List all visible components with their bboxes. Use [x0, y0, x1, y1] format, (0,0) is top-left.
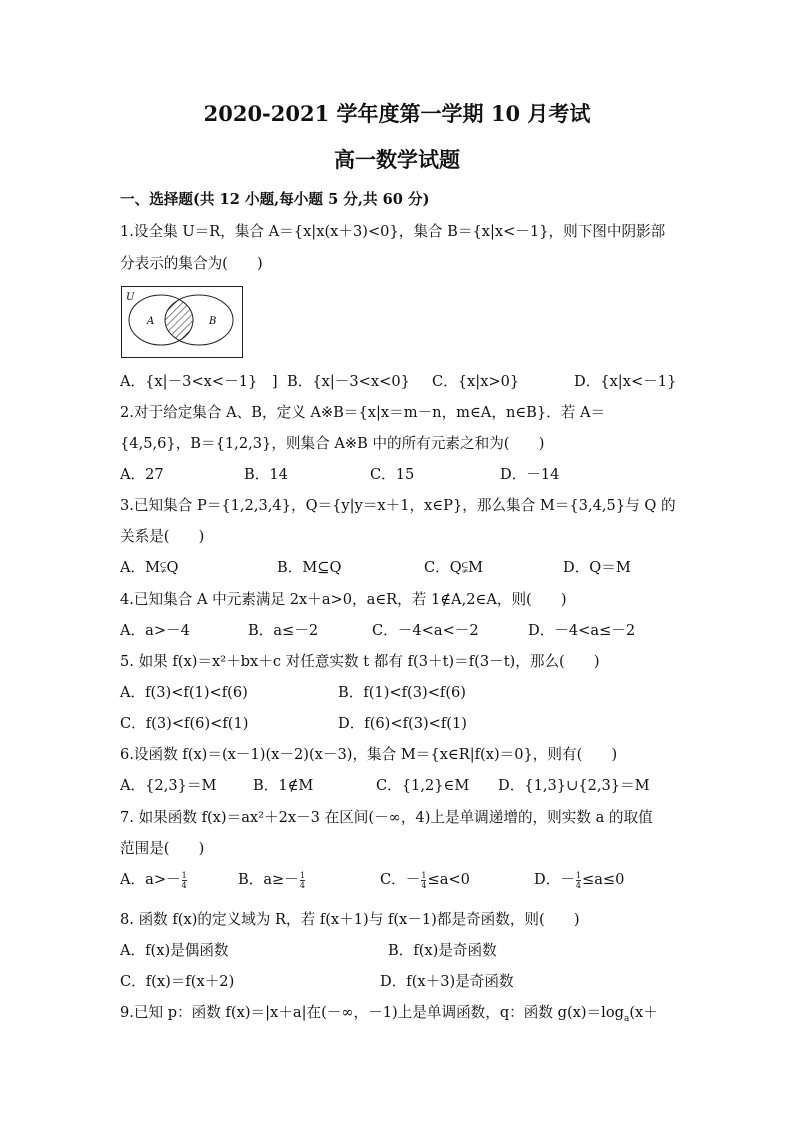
- q7-stem-line2: 范围是( ): [120, 840, 205, 857]
- option-letter: B．: [238, 871, 264, 888]
- q3-option-a: A．M⫋Q: [120, 559, 179, 576]
- option-letter: D．: [534, 871, 561, 888]
- page-title: 2020-2021 学年度第一学期 10 月考试: [203, 101, 591, 126]
- q2-option-b: B．14: [244, 466, 288, 483]
- option-letter: A．: [120, 871, 146, 888]
- q2-option-c: C．15: [370, 466, 415, 483]
- option-prefix: －: [560, 871, 575, 888]
- q6-option-b: B．1∉M: [253, 777, 314, 794]
- fraction: [182, 871, 187, 890]
- fraction-denominator: 4: [421, 880, 427, 890]
- q8-option-c: C．f(x)＝f(x＋2): [120, 973, 235, 990]
- fraction-denominator: 4: [575, 880, 581, 890]
- fraction-numerator: 1: [421, 870, 427, 880]
- q2-option-a: A．27: [120, 466, 164, 483]
- q2-stem-line1: 2.对于给定集合 A、B，定义 A※B＝{x|x＝m－n，m∈A，n∈B}．若 A＝: [120, 404, 606, 421]
- q9-stem-line1: [120, 1003, 658, 1029]
- q6-option-c: C．{1,2}∈M: [376, 777, 470, 794]
- q6-option-d: D．{1,3}∪{2,3}＝M: [498, 777, 650, 794]
- q4-stem-line1: 4.已知集合 A 中元素满足 2x＋a>0，a∈R，若 1∉A,2∈A，则( ): [120, 591, 567, 608]
- q1-option-d: D．{x|x<－1}: [574, 373, 677, 390]
- q8-option-d: D．f(x＋3)是奇函数: [380, 973, 514, 990]
- q3-option-c: C．Q⫋M: [424, 559, 484, 576]
- q1-stem-line2: 分表示的集合为( ): [120, 255, 263, 272]
- q4-option-b: B．a≤－2: [248, 622, 319, 639]
- fraction-numerator: 1: [575, 870, 581, 880]
- venn-label-u: U: [126, 292, 135, 303]
- q7-stem-line1: 7. 如果函数 f(x)＝ax²＋2x－3 在区间(－∞，4)上是单调递增的，则实数 a 的取值: [120, 809, 653, 826]
- venn-diagram: [121, 286, 243, 358]
- option-letter: C．: [380, 871, 406, 888]
- q5-option-d: D．f(6)<f(3)<f(1): [338, 715, 467, 732]
- fraction-denominator: 4: [181, 880, 187, 890]
- q6-option-a: A．{2,3}＝M: [120, 777, 217, 794]
- q5-stem-line1: 5. 如果 f(x)＝x²＋bx＋c 对任意实数 t 都有 f(3＋t)＝f(3－t)，那么( ): [120, 653, 600, 670]
- q1-option-c: C．{x|x>0}: [432, 373, 520, 390]
- q5-option-c: C．f(3)<f(6)<f(1): [120, 715, 249, 732]
- q2-stem-line2: {4,5,6}，B＝{1,2,3}，则集合 A※B 中的所有元素之和为( ): [120, 435, 545, 452]
- q5-option-a: A．f(3)<f(1)<f(6): [120, 684, 248, 701]
- venn-label-a: A: [147, 316, 155, 327]
- section-heading: 一、选择题(共 12 小题,每小题 5 分,共 60 分): [120, 191, 430, 208]
- q7-option-b: [238, 870, 306, 890]
- fraction-numerator: 1: [299, 870, 305, 880]
- q7-option-a: [120, 870, 188, 890]
- venn-label-b: B: [209, 316, 217, 327]
- q3-option-d: D．Q＝M: [563, 559, 631, 576]
- option-prefix: a≥－: [263, 871, 299, 888]
- fraction-denominator: 4: [299, 880, 305, 890]
- q6-stem-line1: 6.设函数 f(x)＝(x－1)(x－2)(x－3)，集合 M＝{x∈R|f(x)＝0}，则有( ): [120, 746, 618, 763]
- q8-stem-line1: 8. 函数 f(x)的定义域为 R，若 f(x＋1)与 f(x－1)都是奇函数，则( ): [120, 911, 580, 928]
- q8-option-b: B．f(x)是奇函数: [388, 942, 497, 959]
- q4-option-a: A．a>－4: [120, 622, 190, 639]
- q8-option-a: A．f(x)是偶函数: [120, 942, 229, 959]
- q9-stem-text: 9.已知 p：函数 f(x)＝|x＋a|在(－∞，－1)上是单调函数，q：函数 g(x)＝log: [120, 1004, 624, 1021]
- option-suffix: ≤a≤0: [582, 871, 625, 888]
- q3-stem-line2: 关系是( ): [120, 528, 205, 545]
- fraction: [576, 871, 581, 890]
- q9-stem-tail: (x＋: [629, 1004, 658, 1021]
- q4-option-d: D．－4<a≤－2: [528, 622, 636, 639]
- fraction: [421, 871, 426, 890]
- fraction: [300, 871, 305, 890]
- q7-option-c: [380, 870, 470, 890]
- q1-option-b: B．{x|－3<x<0}: [287, 373, 410, 390]
- option-suffix: ≤a<0: [427, 871, 470, 888]
- q7-option-d: [534, 870, 624, 890]
- q1-stem-line1: 1.设全集 U＝R，集合 A＝{x|x(x＋3)<0}，集合 B＝{x|x<－1}，则下图中阴影部: [120, 223, 666, 240]
- option-prefix: a>－: [145, 871, 181, 888]
- q4-option-c: C．－4<a<－2: [372, 622, 479, 639]
- fraction-numerator: 1: [181, 870, 187, 880]
- page-subtitle: 高一数学试题: [334, 147, 460, 172]
- q9-log-base: a: [623, 1013, 630, 1024]
- q2-option-d: D．－14: [500, 466, 560, 483]
- q3-stem-line1: 3.已知集合 P＝{1,2,3,4}，Q＝{y|y＝x＋1，x∈P}，那么集合 M＝{3,4,5}与 Q 的: [120, 497, 676, 514]
- q1-option-a: A．{x|－3<x<－1} ]: [120, 373, 278, 390]
- q5-option-b: B．f(1)<f(3)<f(6): [338, 684, 466, 701]
- q3-option-b: B．M⊆Q: [277, 559, 342, 576]
- option-prefix: －: [405, 871, 421, 888]
